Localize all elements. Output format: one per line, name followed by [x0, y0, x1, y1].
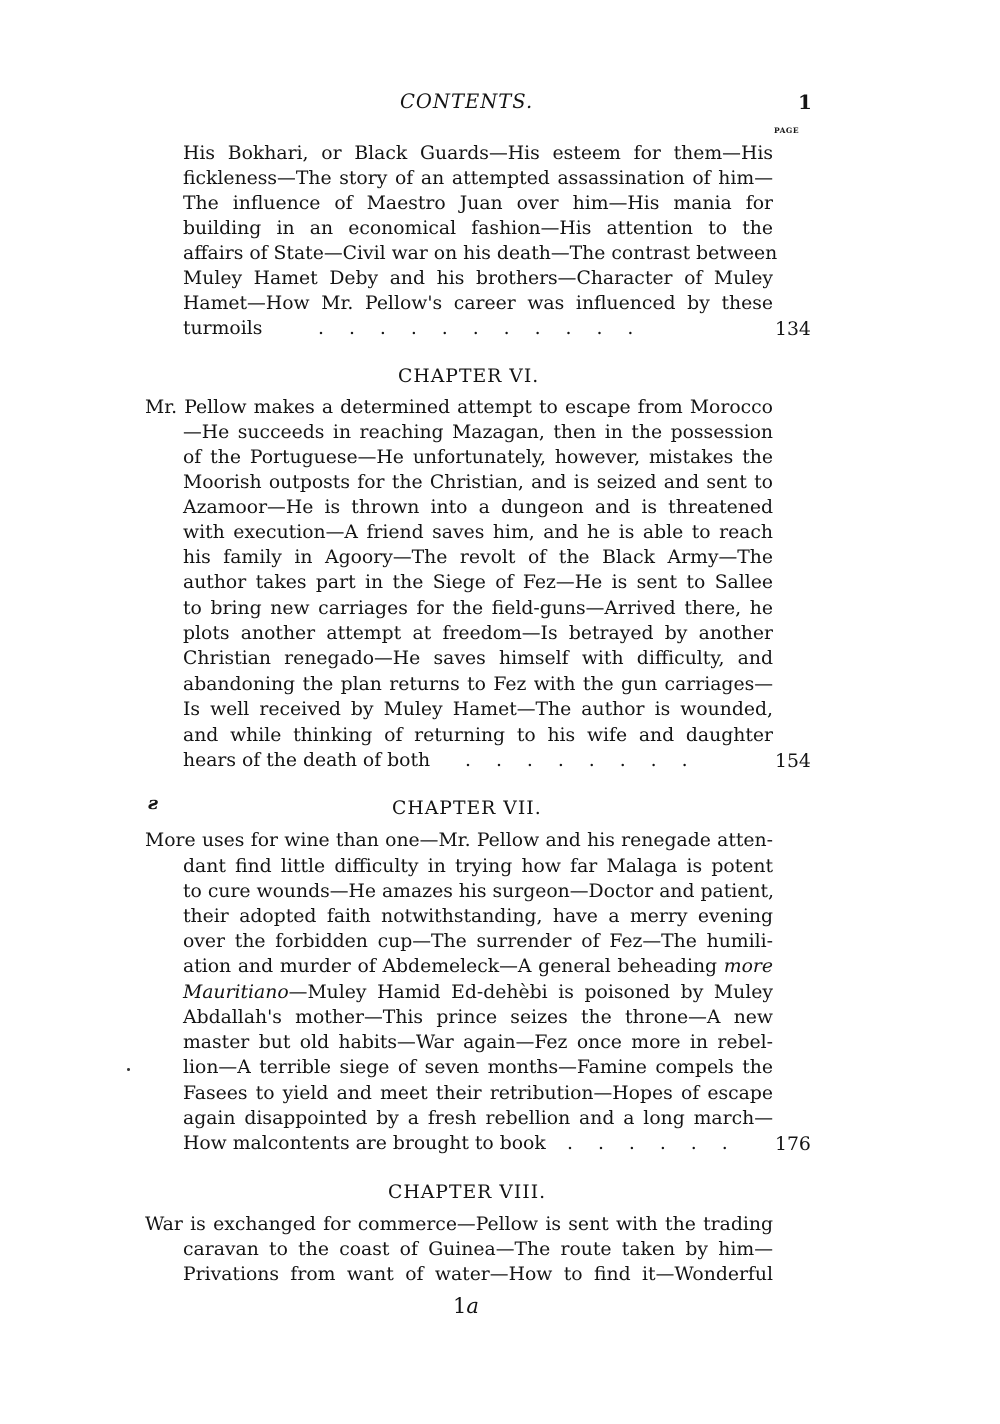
contents-line: their adopted faith notwithstanding, have a merry evening [183, 906, 773, 927]
contents-line: The influence of Maestro Juan over him—His mania for [183, 193, 773, 214]
contents-line: Fasees to yield and meet their retribution—Hopes of escape [183, 1083, 773, 1104]
contents-line: Hamet—How Mr. Pellow's career was influenced by these [183, 293, 773, 314]
entry-page-number: 176 [775, 1134, 811, 1155]
contents-line: over the forbidden cup—The surrender of Fez—The humili- [183, 931, 773, 952]
chapter-heading: CHAPTER VI. [398, 366, 540, 387]
contents-line: Muley Hamet Deby and his brothers—Character of Muley [183, 268, 773, 289]
dot-leader: . . . . . . . . . . . [318, 318, 634, 339]
contents-line: dant find little difficulty in trying how far Malaga is potent [183, 856, 773, 877]
contents-line: Mauritiano—Muley Hamid Ed-dehèbi is poisoned by Muley [183, 982, 773, 1003]
contents-line: to cure wounds—He amazes his surgeon—Doctor and patient, [183, 881, 775, 902]
contents-line: turmoils [183, 318, 263, 339]
ink-speck [127, 1068, 130, 1071]
page-column-label: PAGE [774, 126, 800, 135]
dot-leader: . . . . . . . . [465, 750, 688, 771]
contents-line: fickleness—The story of an attempted assassination of him— [183, 168, 773, 189]
contents-line: War is exchanged for commerce—Pellow is sent with the trading [145, 1214, 773, 1235]
signature-number: 1 [453, 1294, 467, 1318]
contents-line: lion—A terrible siege of seven months—Famine compels the [183, 1057, 773, 1078]
running-title: CONTENTS. [400, 90, 534, 113]
contents-line: Christian renegado—He saves himself with difficulty, and [183, 648, 773, 669]
contents-line: building in an economical fashion—His attention to the [183, 218, 773, 239]
contents-line: author takes part in the Siege of Fez—He is sent to Sallee [183, 572, 773, 593]
page-number: 1 [798, 90, 812, 114]
contents-line: More uses for wine than one—Mr. Pellow and his renegade atten- [145, 830, 773, 851]
contents-line: again disappointed by a fresh rebellion and a long march— [183, 1108, 773, 1129]
contents-line: his family in Agoory—The revolt of the Black Army—The [183, 547, 773, 568]
contents-line: master but old habits—War again—Fez once more in rebel- [183, 1032, 773, 1053]
contents-line: and while thinking of returning to his wife and daughter [183, 725, 773, 746]
contents-line: Azamoor—He is thrown into a dungeon and is threatened [183, 497, 773, 518]
contents-line: to bring new carriages for the field-guns—Arrived there, he [183, 598, 773, 619]
signature-letter: a [466, 1294, 479, 1318]
entry-page-number: 154 [775, 751, 811, 772]
signature-mark [453, 1294, 479, 1318]
contents-line: abandoning the plan returns to Fez with the gun carriages— [183, 674, 773, 695]
contents-line: Abdallah's mother—This prince seizes the throne—A new [183, 1007, 773, 1028]
contents-line: His Bokhari, or Black Guards—His esteem for them—His [183, 143, 773, 164]
entry-page-number: 134 [775, 319, 811, 340]
chapter-heading: CHAPTER VIII. [388, 1182, 547, 1203]
contents-line: hears of the death of both [183, 750, 431, 771]
contents-line: affairs of State—Civil war on his death—The contrast between [183, 243, 778, 264]
contents-line: of the Portuguese—He unfortunately, however, mistakes the [183, 447, 773, 468]
contents-line: Mr. Pellow makes a determined attempt to escape from Morocco [145, 397, 773, 418]
contents-line: with execution—A friend saves him, and he is able to reach [183, 522, 773, 543]
margin-mark: ƨ [148, 793, 159, 814]
dot-leader: . . . . . . [567, 1133, 728, 1154]
contents-line: caravan to the coast of Guinea—The route taken by him— [183, 1239, 773, 1260]
contents-line: How malcontents are brought to book [183, 1133, 546, 1154]
contents-line: Is well received by Muley Hamet—The author is wounded, [183, 699, 773, 720]
contents-line: ation and murder of Abdemeleck—A general beheading more [183, 956, 773, 977]
contents-line: Moorish outposts for the Christian, and is seized and sent to [183, 472, 773, 493]
contents-line: plots another attempt at freedom—Is betrayed by another [183, 623, 773, 644]
contents-line: Privations from want of water—How to find it—Wonderful [183, 1264, 773, 1285]
contents-line: —He succeeds in reaching Mazagan, then in the possession [183, 422, 773, 443]
chapter-heading: CHAPTER VII. [392, 798, 542, 819]
